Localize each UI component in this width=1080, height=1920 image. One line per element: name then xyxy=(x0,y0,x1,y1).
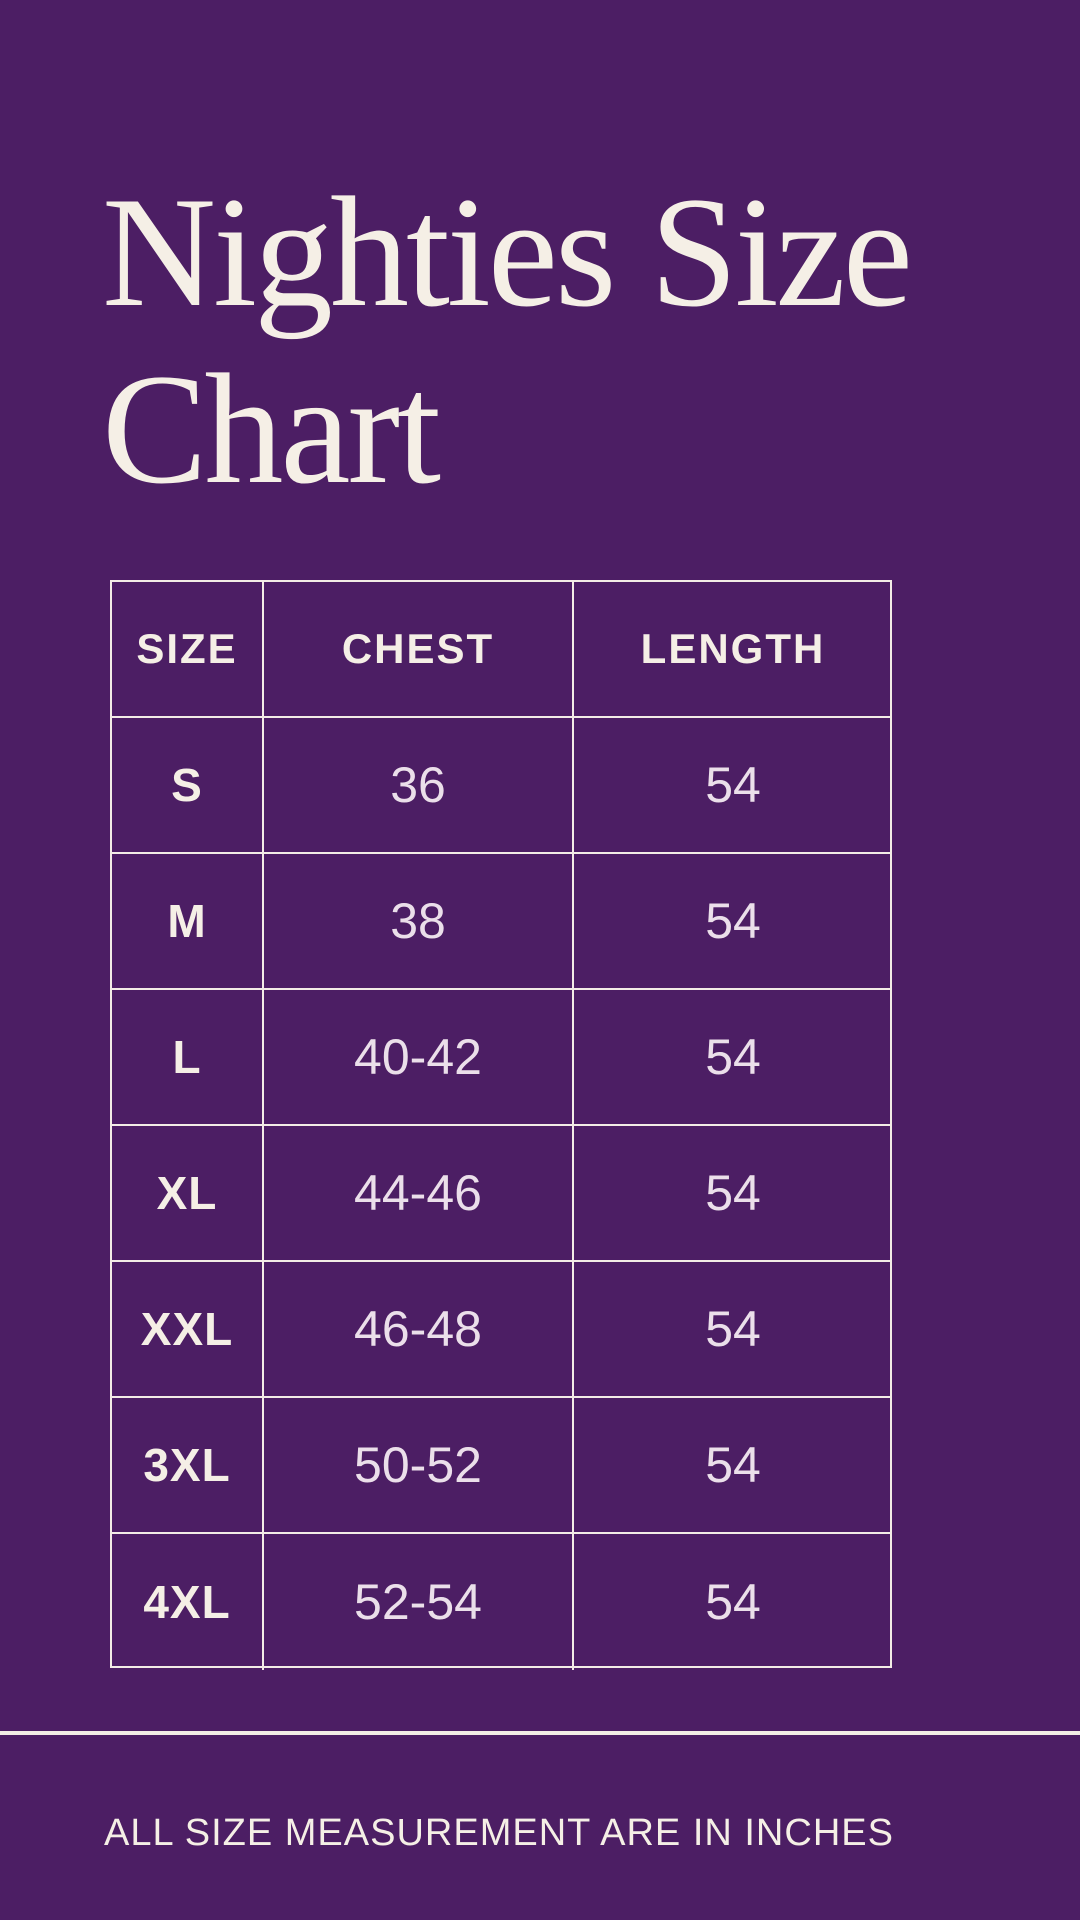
size-label: XL xyxy=(112,1126,264,1262)
length-value: 54 xyxy=(574,990,892,1126)
length-value: 54 xyxy=(574,1262,892,1398)
size-table xyxy=(110,580,892,1668)
length-value: 54 xyxy=(574,1398,892,1534)
size-label: S xyxy=(112,718,264,854)
size-label: M xyxy=(112,854,264,990)
length-value: 54 xyxy=(574,854,892,990)
size-label: L xyxy=(112,990,264,1126)
chest-value: 50-52 xyxy=(264,1398,574,1534)
size-label: 4XL xyxy=(112,1534,264,1670)
column-header-size: SIZE xyxy=(112,582,264,718)
footer-divider-line xyxy=(0,1731,1080,1735)
chest-value: 40-42 xyxy=(264,990,574,1126)
chest-value: 36 xyxy=(264,718,574,854)
length-value: 54 xyxy=(574,718,892,854)
size-label: 3XL xyxy=(112,1398,264,1534)
size-label: XXL xyxy=(112,1262,264,1398)
column-header-length: LENGTH xyxy=(574,582,892,718)
page-title-line-2: Chart xyxy=(102,341,439,517)
length-value: 54 xyxy=(574,1126,892,1262)
page-title xyxy=(102,165,910,519)
length-value: 54 xyxy=(705,1574,761,1630)
chest-value: 44-46 xyxy=(264,1126,574,1262)
column-header-chest: CHEST xyxy=(264,582,574,718)
chest-value: 38 xyxy=(264,854,574,990)
chest-value: 46-48 xyxy=(264,1262,574,1398)
chest-value: 52-54 xyxy=(264,1534,574,1670)
measurement-unit-note: ALL SIZE MEASUREMENT ARE IN INCHES xyxy=(104,1812,894,1854)
page-title-line-1: Nighties Size xyxy=(102,165,910,340)
